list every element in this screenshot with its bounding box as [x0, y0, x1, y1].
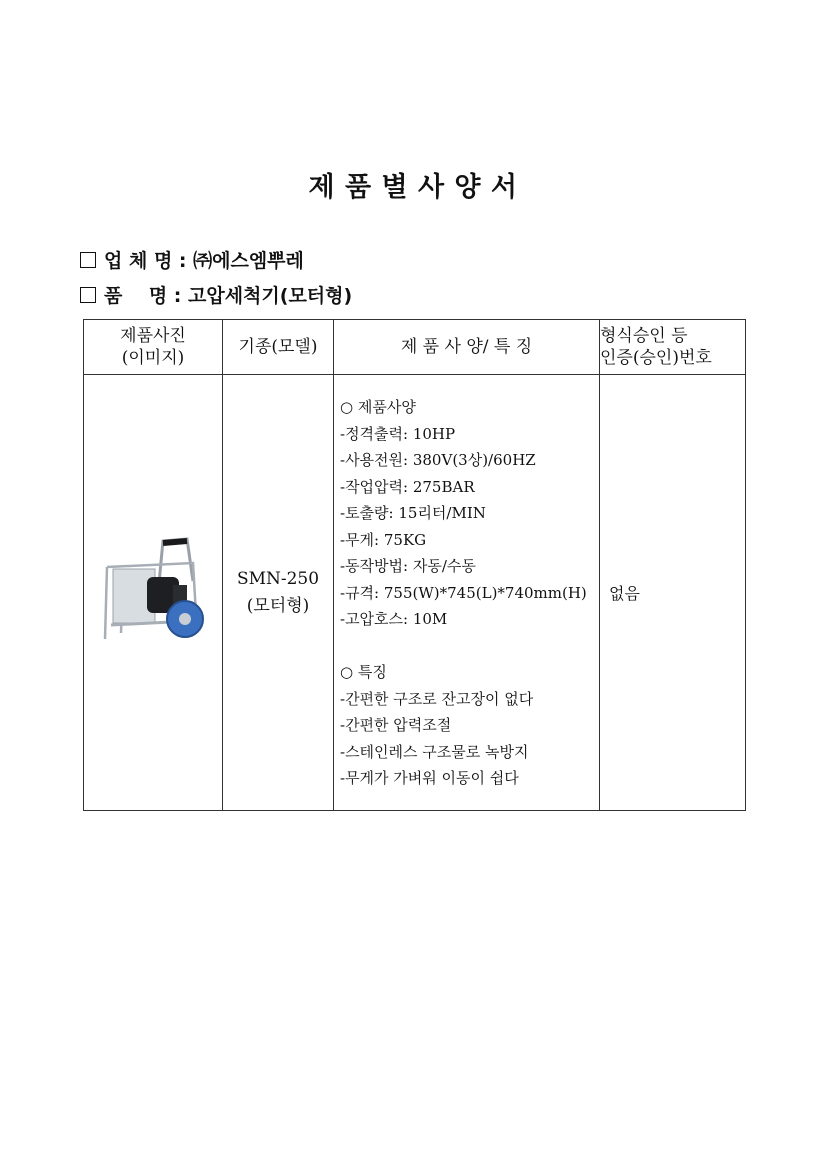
- list-item: -작업압력: 275BAR: [340, 477, 475, 496]
- list-item: -스테인레스 구조물로 녹방지: [340, 742, 529, 761]
- checkbox-icon: [80, 252, 96, 268]
- list-item: -무게가 가벼워 이동이 쉽다: [340, 769, 519, 787]
- pressure-washer-image: [101, 535, 205, 647]
- list-item: -정격출력: 10HP: [340, 424, 456, 443]
- list-item: -간편한 구조로 잔고장이 없다: [340, 689, 534, 708]
- spec-table: [83, 319, 746, 811]
- spec-cell: [334, 375, 600, 811]
- company-text: 업 체 명 : ㈜에스엠뿌레: [104, 250, 304, 272]
- list-item: -간편한 압력조절: [340, 716, 452, 734]
- checkbox-icon: [80, 287, 96, 303]
- header-spec: 제 품 사 양/ 특 징: [334, 320, 600, 375]
- company-line: [80, 246, 304, 273]
- model-cell: SMN-250 (모터형): [223, 375, 334, 811]
- list-item: -사용전원: 380V(3상)/60HZ: [340, 451, 536, 469]
- document-title: 제 품 별 사 양 서: [308, 172, 518, 203]
- spec-heading: ○ 제품사양: [340, 398, 416, 416]
- product-line: [80, 281, 352, 308]
- list-item: -무게: 75KG: [340, 530, 427, 549]
- list-item: -동작방법: 자동/수동: [340, 557, 476, 575]
- table-row: [84, 375, 746, 811]
- table-header-row: [84, 320, 746, 375]
- feature-heading: ○ 특징: [340, 663, 387, 681]
- header-cert: 형식승인 등 인증(승인)번호: [600, 320, 746, 375]
- list-item: -고압호스: 10M: [340, 610, 448, 628]
- cert-cell: 없음: [600, 375, 746, 811]
- header-model: 기종(모델): [223, 320, 334, 375]
- list-item: -토출량: 15리터/MIN: [340, 504, 486, 522]
- header-photo: 제품사진 (이미지): [84, 320, 223, 375]
- product-photo-cell: [84, 375, 223, 811]
- list-item: -규격: 755(W)*745(L)*740mm(H): [340, 583, 587, 602]
- product-text: 품 명 : 고압세척기(모터형): [104, 285, 353, 307]
